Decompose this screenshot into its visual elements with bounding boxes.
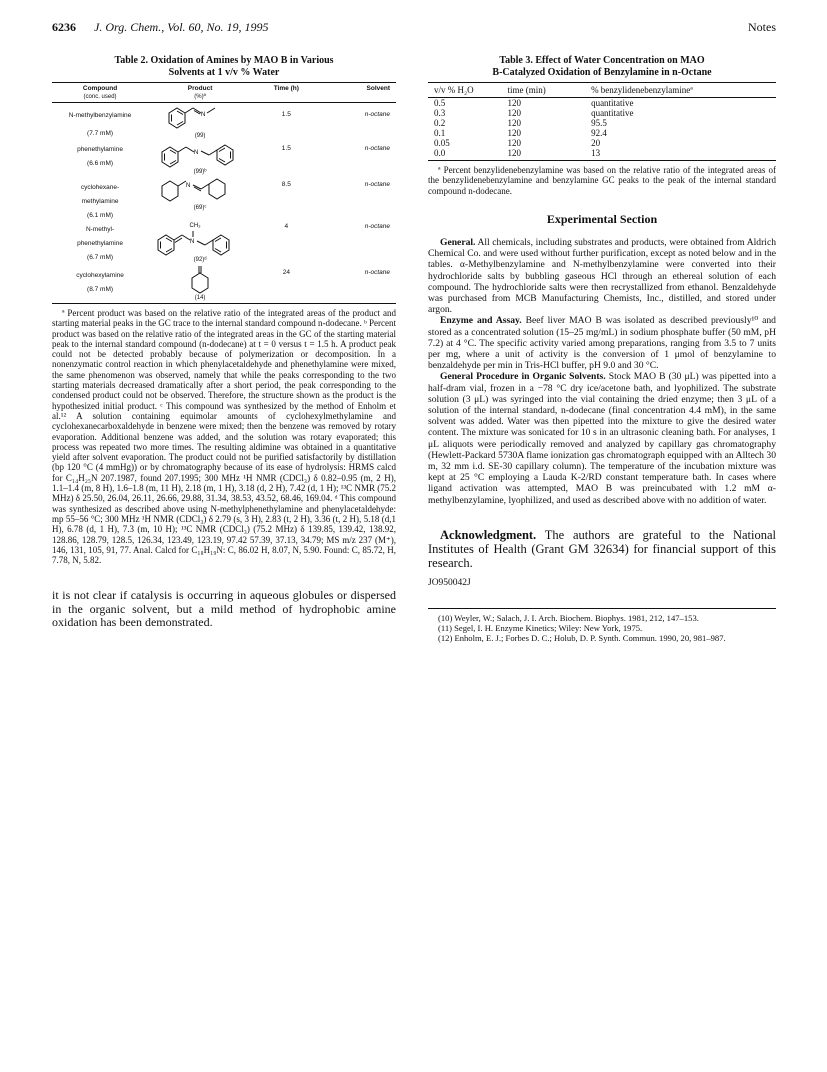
product-percent: (92)ᵈ: [193, 257, 207, 263]
enzyme-paragraph: Enzyme and Assay. Beef liver MAO B was isolated as described previously¹⁰ and stored as a concentrated solution (15–25 mg/mL) in sodium phosphate buffer (50 mM, pH 7.2) at 4 °C. The specific activity varied among preparations, ranging from 3.5 to 7 units per mg, where a unit of activity is the conversion of 1 μmol of benzylamine to benzaldehyde per min in Tris-HCl buffer, pH 9.0 and 30 °C.: [428, 315, 776, 372]
compound-name: cyclohexane-: [80, 184, 120, 191]
col-water: v/v % H₂O: [428, 83, 505, 98]
enamine-structure-icon: [150, 229, 250, 257]
reference-item: (10) Weyler, W.; Salach, J. I. Arch. Biochem. Biophys. 1981, 212, 147–153.: [438, 612, 699, 623]
methyl-label: CH₃: [189, 223, 201, 229]
compound-conc: (7.7 mM): [87, 130, 114, 137]
cyclohexyl-aldimine-structure-icon: [150, 175, 250, 205]
compound-name-cont: phenethylamine: [77, 240, 123, 247]
acknowledgment-runin: Acknowledgment.: [440, 527, 537, 542]
table2: [52, 82, 396, 304]
reaction-time: 4: [284, 223, 289, 230]
reaction-time: 8.5: [281, 181, 291, 188]
product-percent: (14): [194, 295, 206, 301]
solvent: n-octane: [364, 269, 390, 276]
page-number: 6236: [52, 20, 76, 34]
references: [428, 608, 776, 643]
compound-name: N-methylbenzylamine: [68, 112, 132, 119]
table-row: 0.1 120 92.4: [434, 128, 607, 138]
col-compound: Compound: [82, 85, 118, 92]
solvent: n-octane: [364, 181, 390, 188]
table-row: [52, 175, 396, 223]
general-paragraph: General. All chemicals, including substrates and products, were obtained from Aldrich Chemical Co. and were used without further purification, except as noted below and in the tables. α-Methylbenzylamine and N-methylbenzylamine were converted into their hydrochloride salts by bubbling gaseous HCl through an ethereal solution of each compound. The hydrochloride salts were then recrystallized from ethanol. Benzaldehyde was purchased from MCB Manufacturing Chemists, Inc., distilled, and stored under argon.: [428, 236, 776, 316]
reaction-time: 24: [282, 269, 290, 276]
table-row: 0.2 120 95.5: [434, 118, 607, 128]
table-row: 0.05 120 20: [434, 138, 601, 148]
svg-text:N: N: [190, 239, 195, 245]
col-percent: % benzylidenebenzylamineª: [588, 83, 776, 98]
section-label: Notes: [748, 20, 776, 34]
product-structure: [148, 141, 252, 175]
product-structure: [148, 103, 252, 142]
table2-footnote: ª Percent product was based on the relative ratio of the integrated areas of the product and starting material peaks in the GC trace to the internal standard compound n-dodecane. ᵇ Percent product was based on the relative ratio of the integrated areas in the GC of the starting material peak to the internal standard compound (n-dodecane) at t = 0 versus t = 1.5 h. A product peak could not be detected probably because of polymerization or decomposition. In a nonenzymatic control reaction in which phenylacetaldehyde and phenethylamine were mixed, the same phenomenon was observed, namely that while the peaks corresponding to the two starting materials decreased dramatically after a short period, the peak corresponding to the condensed product could not be observed. Therefore, the structure shown as the product is the hypothesized initial product. ᶜ This compound was synthesized by the method of Enholm et al.¹² A solution containing equimolar amounts of cyclohexylmethylamine and cyclohexanecarboxaldehyde in benzene were mixed; then the benzene was removed by rotary evaporation. Additional benzene was added, and the solution was rotary evaporated; this process was repeated two more times. The resulting aldimine was obtained in a quantitative yield after solvent evaporation. The product could not be purified satisfactorily by distillation (bp 120 °C (4 mmHg)) or by chromatography because of its ease of hydrolysis: HRMS calcd for C₁₄H₂₅N 207.1987, found 207.1995; 300 MHz ¹H NMR (CDCl₃) δ 0.82–0.95 (m, 2 H), 1.1–1.4 (m, 8 H), 1.6–1.8 (m, 11 H), 2.18 (m, 1 H), 3.18 (d, 2 H), 7.42 (d, 1 H); ¹³C NMR (75.2 MHz) δ 25.50, 26.04, 26.11, 26.66, 29.88, 31.34, 38.53, 43.52, 68.46, 169.04. ᵈ This compound was synthesized as described above using N-methylphenethylamine and phenylacetaldehyde: mp 55–56 °C; 300 MHz ¹H NMR (CDCl₃) δ 2.79 (s, 3 H), 2.83 (t, 2 H), 3.36 (t, 2 H), 5.18 (d,1 H), 6.78 (d, 1 H), 7.3 (m, 10 H); ¹³C NMR (CDCl₃) (75.2 MHz) δ 139.85, 139.42, 138.92, 128.86, 128.79, 128.5, 126.34, 123.49, 123.19, 97.42 57.39, 37.13, 34.79; MS m/z 237 (M⁺), 146, 131, 105, 91, 77. Anal. Calcd for C₁₈H₁₉N: C, 86.02 H, 8.07, N, 5.90. Found: C, 85.72, H, 7.78, N, 5.82.: [52, 308, 396, 566]
closing-paragraph: it is not clear if catalysis is occurring in aqueous globules or dispersed in the organic solvent, but a mild method of hydrophobic amine oxidation has been demonstrated.: [52, 588, 396, 630]
svg-text:N: N: [201, 112, 206, 118]
compound-conc: (6.7 mM): [87, 254, 114, 261]
col-product-sub: (%)ª: [194, 94, 206, 100]
reference-item: (11) Segel, I. H. Enzyme Kinetics; Wiley: New York, 1975.: [438, 622, 643, 633]
reference-item: (12) Enholm, E. J.; Forbes D. C.; Holub, D. P. Synth. Commun. 1990, 20, 981–987.: [438, 632, 726, 643]
right-column: [428, 55, 776, 643]
col-product: Product: [187, 85, 213, 92]
compound-name: phenethylamine: [77, 146, 123, 153]
acknowledgment: Acknowledgment. The authors are grateful to the National Institutes of Health (Grant GM 32634) for financial support of this research.: [428, 527, 776, 570]
cyclohexanone-structure-icon: [180, 265, 220, 295]
procedure-runin: General Procedure in Organic Solvents.: [440, 371, 606, 383]
table-row: 0.3 120 quantitative: [434, 108, 634, 118]
compound-name-cont: methylamine: [81, 198, 119, 205]
table-row: 0.5 120 quantitative: [434, 98, 634, 108]
compound-name: cyclohexylamine: [76, 272, 124, 279]
table2-caption: Table 2. Oxidation of Amines by MAO B in Various Solvents at 1 v/v % Water: [114, 55, 334, 78]
table-row: [52, 103, 396, 142]
table-row: 0.0 120 13: [428, 148, 776, 161]
reaction-time: 1.5: [281, 111, 291, 118]
compound-conc: (8.7 mM): [87, 286, 114, 293]
aldimine-structure-icon: [155, 103, 245, 133]
procedure-paragraph: General Procedure in Organic Solvents. Stock MAO B (30 μL) was pipetted into a half-dram vial, frozen in a −78 °C dry ice/acetone bath, and lyophilized. The substrate solution (3 μL) was syringed into the vial containing the dried enzyme; then 3 μL of a solution of the internal standard, n-dodecane (final concentration 4.4 mM), in the same solvent was added. Water was then pipetted into the mixture to give the desired water content. The mixture was sonicated for 10 s in an ultrasonic cleaning bath. For analyses, 1 μL aliquots were periodically removed and analyzed by capillary gas chromatography (Hewlett-Packard 5730A flame ionization gas chromatograph equipped with an Alltech 30 m, 32 mm i.d. SE-30 capillary column). The temperature of the incubation mixture was kept at 25 °C employing a Lauda K-2/RD constant temperature bath. In cases where ligand activation was attempted, MAO B was preincubated with 1.2 mM α-methylbenzylamine, lyophilized, and used as described above with no addition of water.: [428, 371, 777, 506]
table-row: [52, 141, 396, 175]
general-runin: General.: [440, 236, 476, 248]
solvent: n-octane: [364, 223, 390, 230]
table3: [428, 82, 776, 161]
col-compound-sub: (conc. used): [83, 94, 117, 100]
references-rule: [428, 608, 776, 609]
experimental-heading: Experimental Section: [546, 211, 658, 226]
running-head: [52, 20, 776, 38]
svg-text:N: N: [194, 150, 199, 156]
compound-name: N-methyl-: [85, 226, 115, 233]
manuscript-code: JO950042J: [428, 577, 471, 588]
product-structure: [148, 265, 252, 304]
solvent: n-octane: [364, 111, 390, 118]
phenethyl-aldimine-structure-icon: [150, 141, 250, 169]
product-percent: (99)ᵇ: [193, 169, 207, 175]
col-time: Time (h): [273, 85, 299, 92]
compound-conc: (6.1 mM): [87, 212, 114, 219]
table3-footnote: ª Percent benzylidenebenzylamine was based on the relative ratio of the integrated areas of the benzylidenebenzylamine and benzylamine GC peaks to the peak of the internal standard compound n-dodecane.: [428, 165, 776, 196]
table3-caption: Table 3. Effect of Water Concentration on MAO B-Catalyzed Oxidation of Benzylamine in n-Octane: [492, 55, 712, 78]
product-structure: [148, 175, 252, 223]
col-solvent: Solvent: [366, 85, 390, 92]
product-structure: [148, 223, 252, 265]
solvent: n-octane: [364, 145, 390, 152]
product-percent: (99): [194, 133, 206, 139]
enzyme-runin: Enzyme and Assay.: [440, 315, 522, 327]
product-percent: (69)ᶜ: [193, 205, 207, 211]
compound-conc: (6.6 mM): [87, 160, 114, 167]
table-row: [52, 265, 396, 304]
table-row: [52, 223, 396, 265]
col-time: time (min): [505, 83, 589, 98]
reaction-time: 1.5: [281, 145, 291, 152]
left-column: [52, 55, 396, 630]
journal-citation: J. Org. Chem., Vol. 60, No. 19, 1995: [94, 20, 269, 34]
svg-text:N: N: [186, 183, 191, 189]
